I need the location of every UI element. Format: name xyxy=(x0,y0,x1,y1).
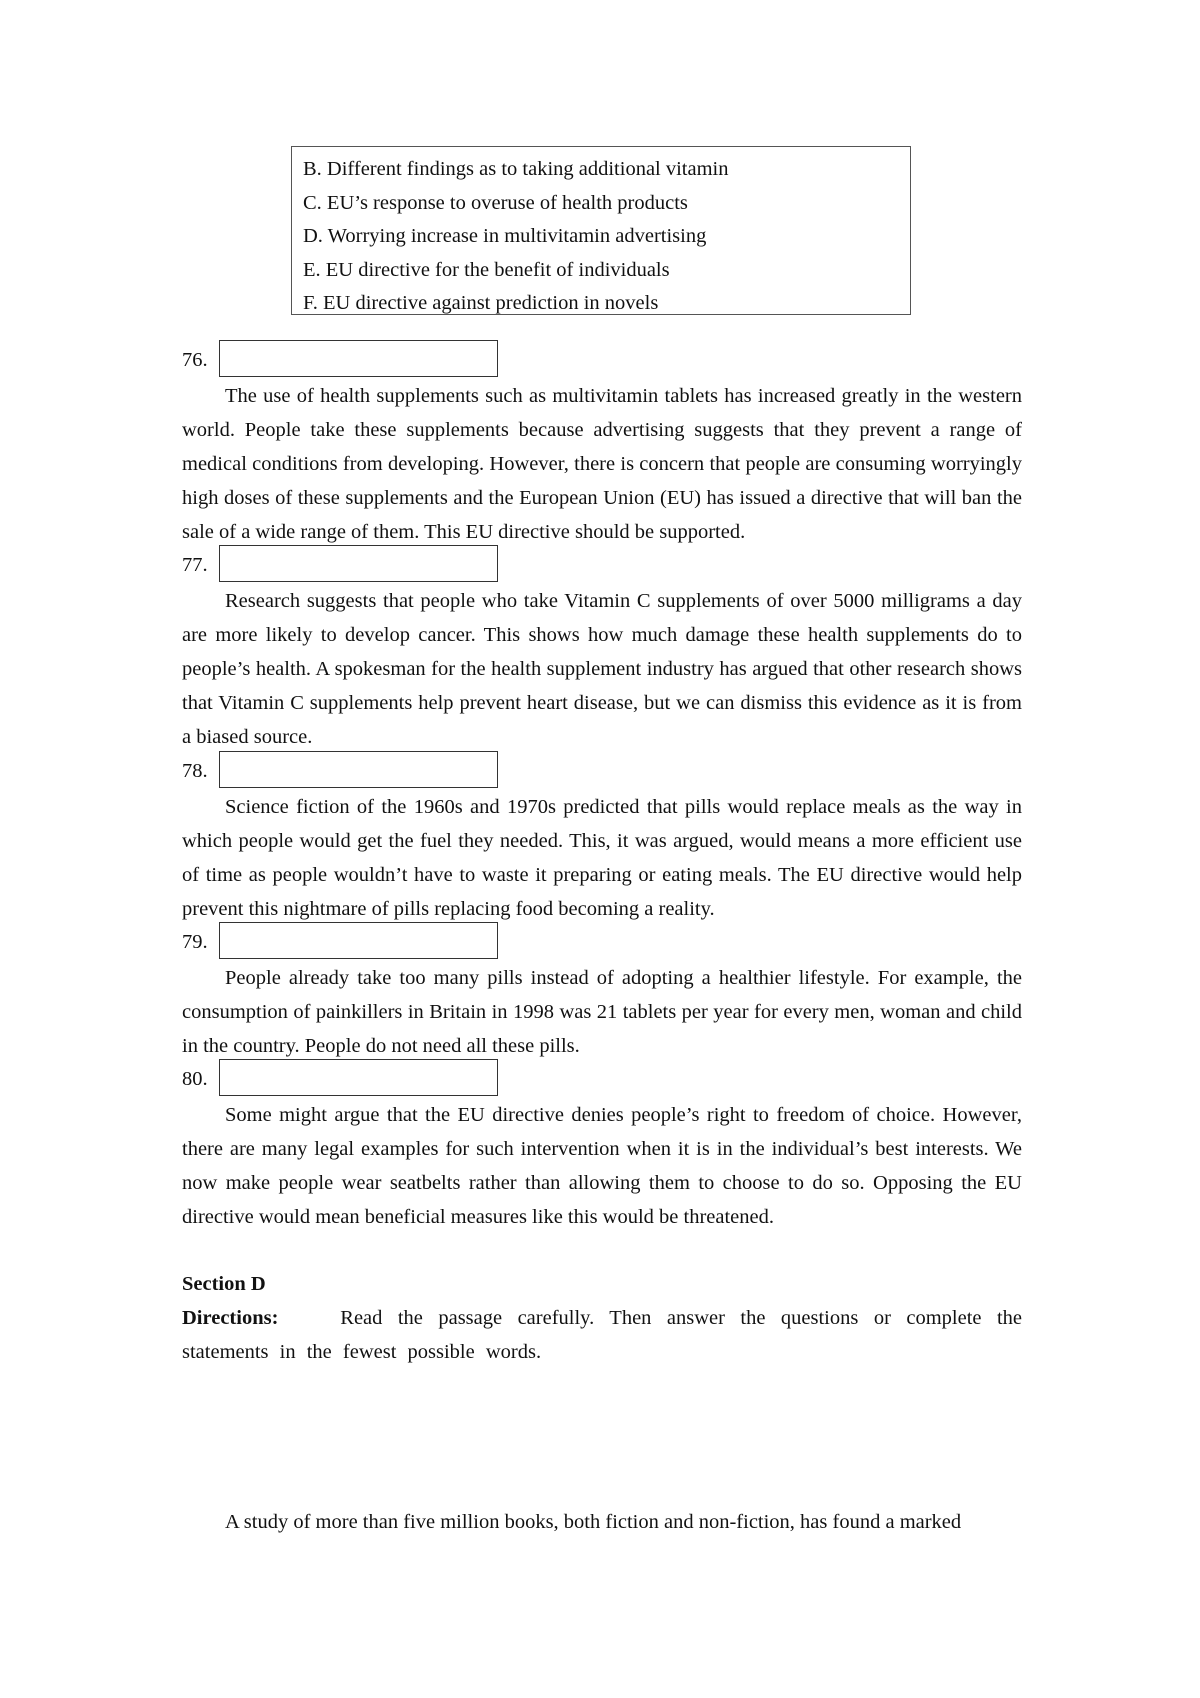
question-number-79: 79. xyxy=(182,931,208,953)
options-box xyxy=(291,146,911,315)
directions xyxy=(182,1301,1022,1369)
paragraph-78: Science fiction of the 1960s and 1970s predicted that pills would replace meals as the way in which people would get the fuel they needed. This, it was argued, would means a more efficient use of time as people wouldn’t have to waste it preparing or eating meals. The EU directive would help prevent this nightmare of pills replacing food becoming a reality. xyxy=(182,796,1022,920)
option-c: C. EU’s response to overuse of health products xyxy=(303,191,688,214)
option-d: D. Worrying increase in multivitamin advertising xyxy=(303,225,707,248)
option-e: E. EU directive for the benefit of individuals xyxy=(303,258,670,281)
answer-box-76[interactable] xyxy=(219,340,498,377)
option-b: B. Different findings as to taking additional vitamin xyxy=(303,158,729,180)
directions-text: Read the passage carefully. Then answer the questions or complete the statements in the fewest possible words. xyxy=(182,1307,1023,1363)
paragraph-77: Research suggests that people who take Vitamin C supplements of over 5000 milligrams a day are more likely to develop cancer. This shows how much damage these health supplements do to people’s health. A spokesman for the health supplement industry has argued that other research shows that Vitamin C supplements help prevent heart disease, but we can dismiss this evidence as it is from a biased source. xyxy=(182,590,1022,748)
answer-box-77[interactable] xyxy=(219,545,498,582)
question-number-80: 80. xyxy=(182,1068,208,1090)
paragraph-79: People already take too many pills instead of adopting a healthier lifestyle. For example, the consumption of painkillers in Britain in 1998 was 21 tablets per year for every men, woman and child in the country. People do not need all these pills. xyxy=(182,967,1022,1057)
passage-start: A study of more than five million books, both fiction and non-fiction, has found a marked xyxy=(225,1511,962,1533)
question-number-78: 78. xyxy=(182,760,208,782)
answer-box-80[interactable] xyxy=(219,1059,498,1096)
question-number-77: 77. xyxy=(182,554,208,576)
paragraph-80: Some might argue that the EU directive denies people’s right to freedom of choice. However, there are many legal examples for such intervention when it is in the individual’s best interests. We now make people wear seatbelts rather than allowing them to choose to do so. Opposing the EU directive would mean beneficial measures like this would be threatened. xyxy=(182,1104,1022,1228)
directions-label: Directions: xyxy=(182,1307,279,1329)
paragraph-76: The use of health supplements such as multivitamin tablets has increased greatly in the western world. People take these supplements because advertising suggests that they prevent a range of medical conditions from developing. However, there is concern that people are consuming worryingly high doses of these supplements and the European Union (EU) has issued a directive that will ban the sale of a wide range of them. This EU directive should be supported. xyxy=(182,385,1022,543)
question-number-76: 76. xyxy=(182,349,208,371)
answer-box-78[interactable] xyxy=(219,751,498,788)
answer-box-79[interactable] xyxy=(219,922,498,959)
option-f: F. EU directive against prediction in novels xyxy=(303,292,659,315)
section-heading: Section D xyxy=(182,1273,266,1295)
